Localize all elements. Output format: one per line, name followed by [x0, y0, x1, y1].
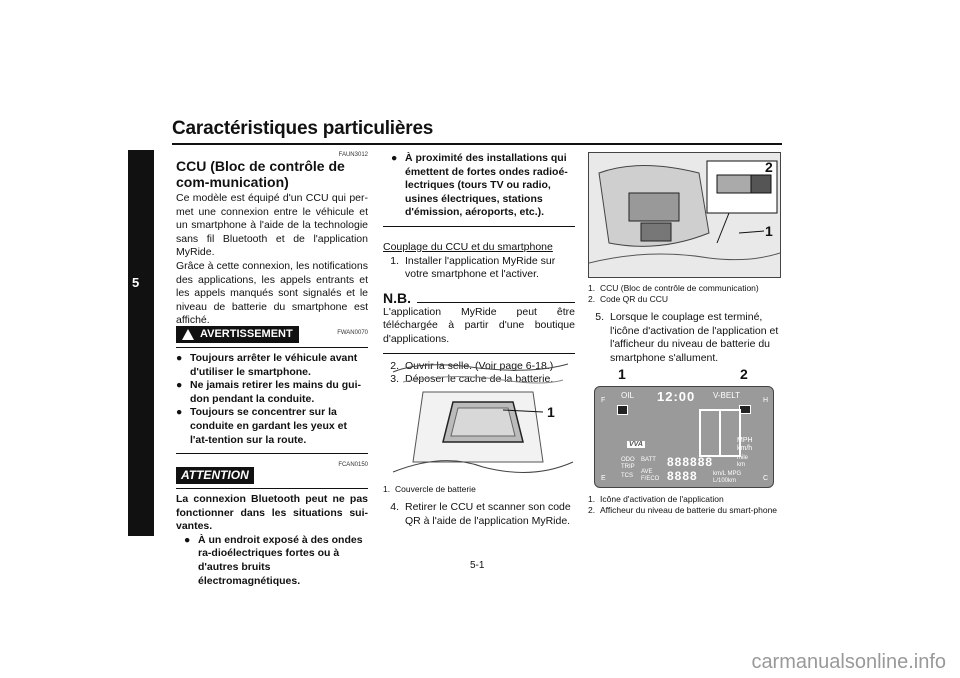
warning-item: ● Toujours se concentrer sur la conduite en gardant les yeux et l'at-tention sur la route.: [176, 406, 347, 446]
step: 3. Déposer le cache de la batterie.: [390, 373, 554, 386]
attention-text: La connexion Bluetooth peut ne pas fonctionner dans les situations sui-vantes.: [176, 493, 368, 533]
column-3-top: [588, 283, 781, 365]
paragraph: Grâce à cette connexion, les notifications des applications, les appels entrants et les appels manqués sont signalés et le niveau de batterie du smartphone est affiché.: [176, 259, 368, 327]
column-2: [383, 152, 575, 387]
oil-indicator: OIL: [621, 391, 634, 400]
doc-code: FAUN3012: [338, 152, 368, 158]
page-number: 5-1: [470, 560, 485, 571]
temp-cold-label: C: [763, 475, 769, 482]
callout-label: 1: [547, 404, 555, 420]
divider: [417, 302, 575, 303]
step: 5. Lorsque le couplage est terminé, l'icône d'activation de l'application et l'afficheur du niveau de batterie du smartphone s'allument.: [595, 311, 779, 364]
section-heading: CCU (Bloc de contrôle de com-munication): [176, 158, 345, 190]
fuel-full-label: F: [601, 397, 606, 404]
ccu-figure: [588, 152, 781, 278]
chapter-tab: [128, 150, 154, 536]
clock-display: 12:00: [657, 389, 696, 404]
column-1: [176, 152, 368, 588]
vbelt-indicator: V-BELT: [713, 391, 740, 400]
paragraph: Ce modèle est équipé d'un CCU qui per-met une connexion entre le véhicule et un smartphone à l'aide de la technologie sans fil Bluetooth et de l'application MyRide.: [176, 192, 368, 259]
divider: [176, 453, 368, 454]
dashboard-figure: [588, 366, 781, 490]
figure-caption: 1. Icône d'activation de l'application: [588, 494, 724, 504]
figure-caption: 1. CCU (Bloc de contrôle de communication): [588, 283, 759, 293]
attention-item: ● À proximité des installations qui émettent de fortes ondes radioé-lectriques (tours TV ou radio, usines électriques, stations d'émission, aéroports, etc.).: [391, 152, 568, 219]
speed-unit: MPH km/h: [737, 437, 753, 452]
divider: [176, 488, 368, 489]
distance-unit: mile km: [737, 455, 749, 468]
tcs-label: TCS: [621, 473, 633, 479]
step: 1. Installer l'application MyRide sur votre smartphone et l'activer.: [390, 254, 556, 281]
column-3-bottom: [588, 494, 781, 516]
nb-text: L'application MyRide peut être téléchargée à partir d'une boutique d'applications.: [383, 305, 575, 345]
figure-caption: 2. Afficheur du niveau de batterie du smart-phone: [588, 505, 778, 515]
economy-unit: km/L MPG L/100km: [713, 471, 742, 484]
callout-label: 2: [740, 366, 748, 382]
vva-indicator: VVA: [629, 441, 643, 448]
odo-trip-label: ODO TRIP: [621, 457, 635, 470]
chapter-number: 5: [132, 275, 140, 290]
warning-item: ● Ne jamais retirer les mains du gui-don pendant la conduite.: [176, 379, 361, 405]
watermark: carmanualsonline.info: [751, 651, 946, 673]
instrument-panel: [594, 386, 774, 488]
step: 4. Retirer le CCU et scanner son code QR à l'aide de l'application MyRide.: [390, 501, 571, 527]
callout-label: 2: [765, 159, 773, 175]
header-rule: [172, 143, 782, 145]
battery-cover-figure: [383, 359, 575, 480]
divider: [176, 347, 368, 348]
divider: [383, 353, 575, 354]
figure-caption: 2. Code QR du CCU: [588, 294, 669, 304]
attention-label: ATTENTION: [176, 467, 254, 484]
doc-code: FWAN0070: [337, 329, 368, 336]
app-activation-icon: [617, 405, 628, 415]
divider: [383, 226, 575, 227]
fuel-empty-label: E: [601, 475, 606, 482]
nb-label: N.B.: [383, 289, 411, 306]
fuel-economy-digits: 8888: [667, 469, 698, 483]
temp-hot-label: H: [763, 397, 769, 404]
speed-digit: [699, 409, 721, 457]
battery-cover-illustration: [383, 359, 575, 480]
callout-label: 1: [765, 223, 773, 239]
column-2-bottom: [383, 484, 575, 528]
figure-caption: 1. Couvercle de batterie: [383, 484, 476, 494]
attention-item: ● À un endroit exposé à des ondes ra-dioélectriques fortes ou à d'autres bruits électromagnétiques.: [184, 533, 363, 587]
doc-code: FCAN0150: [338, 462, 368, 469]
warning-icon: [182, 329, 194, 340]
step: 2. Ouvrir la selle. (Voir page 6-18.): [390, 359, 554, 372]
batt-label: BATT: [641, 457, 656, 463]
ave-eco-label: AVE F/ECO: [641, 469, 660, 482]
warning-item: ● Toujours arrêter le véhicule avant d'utiliser le smartphone.: [176, 351, 358, 378]
ccu-illustration: [589, 153, 780, 277]
warning-label: AVERTISSEMENT: [176, 326, 299, 343]
callout-label: 1: [618, 366, 626, 382]
page-title: Caractéristiques particulières: [172, 118, 434, 139]
subheading: Couplage du CCU et du smartphone: [383, 240, 553, 253]
odometer-digits: 888888: [667, 455, 714, 469]
